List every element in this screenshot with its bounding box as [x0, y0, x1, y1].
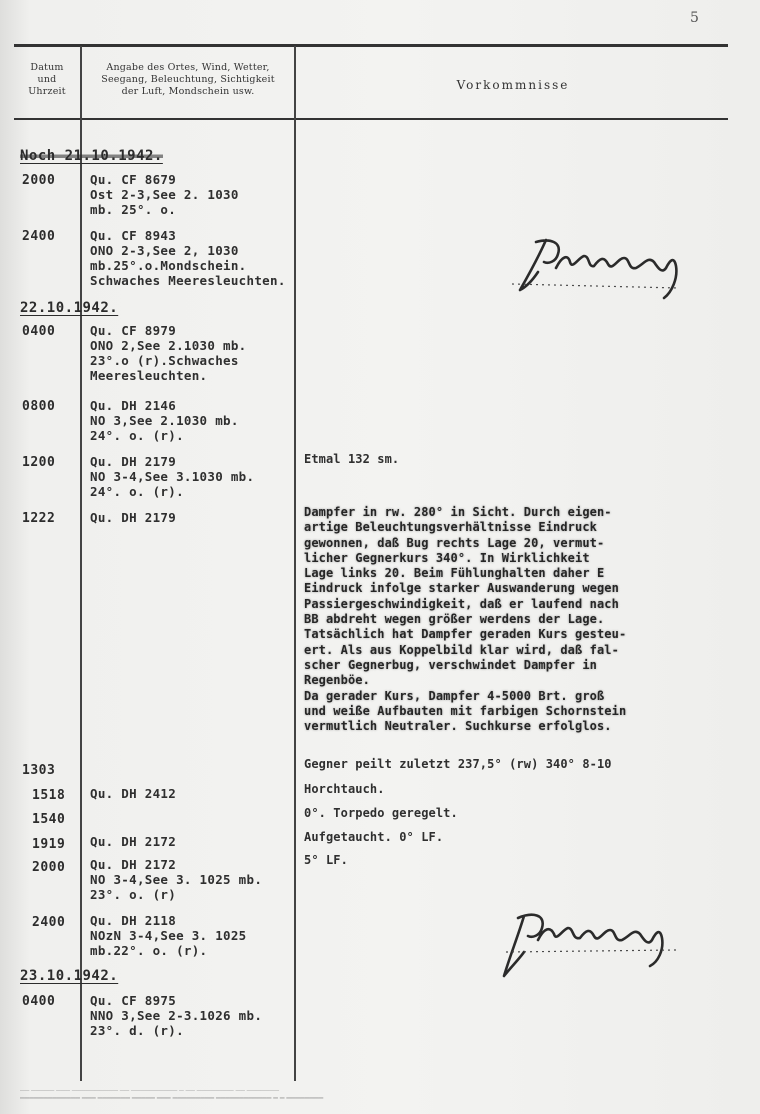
- place-line: 24°. o. (r).: [90, 428, 184, 443]
- place-line: Qu. CF 8679: [90, 172, 177, 187]
- header-place-line: der Luft, Mondschein usw.: [121, 86, 255, 97]
- event-line: Regenböe.: [304, 673, 370, 688]
- entry-time: 2400: [32, 915, 66, 930]
- place-line: Schwaches Meeresleuchten.: [90, 273, 286, 288]
- entry-time: 1919: [32, 837, 66, 852]
- place-line: NNO 3,See 2-3.1026 mb.: [90, 1008, 263, 1023]
- entry-place: [90, 228, 350, 288]
- entry-time: 1222: [22, 511, 56, 526]
- entry-time: 0800: [22, 399, 56, 414]
- entry-place: [90, 172, 300, 217]
- entry-time: 2000: [22, 173, 56, 188]
- header-place-line: Seegang, Beleuchtung, Sichtigkeit: [101, 74, 275, 85]
- entry-place: [90, 398, 300, 443]
- entry-time: 2400: [22, 229, 56, 244]
- footer-print: ▔▔ ▔▔▔▔▔ ▔▔▔ ▔▔▔▔▔▔▔▔▔▔ ▔▔ ▔▔▔▔▔▔▔▔▔▔ ▔ ▔▔ ▔▔▔▔▔▔▔▔ ▔▔ ▔▔▔▔▔▔▔ ▔▔▔▔▔▔▔▔▔▔▔▔▔ ▔▔▔ ▔▔▔▔▔▔▔ ▔▔▔▔▔ ▔▔▔ ▔▔▔▔▔▔▔▔▔ ▔▔▔▔▔▔▔▔▔▔▔▔ ▔ ▔ ▔▔▔▔▔▔▔▔: [20, 1090, 324, 1105]
- header-date-line: und: [37, 74, 57, 85]
- place-line: Qu. DH 2172: [90, 857, 177, 872]
- place-line: Qu. CF 8975: [90, 993, 177, 1008]
- place-line: Qu. DH 2179: [90, 510, 177, 525]
- entry-time: 0400: [22, 994, 56, 1009]
- place-line: Qu. DH 2118: [90, 913, 177, 928]
- entry-event: [304, 757, 744, 772]
- place-line: Qu. DH 2146: [90, 398, 177, 413]
- entry-event: [304, 830, 744, 845]
- entry-time: 1200: [22, 455, 56, 470]
- place-line: Qu. DH 2172: [90, 834, 177, 849]
- entry-place: [90, 913, 300, 958]
- place-line: NO 3-4,See 3.1030 mb.: [90, 469, 255, 484]
- header-events-column: Vorkommnisse: [456, 78, 570, 92]
- event-line: ert. Als aus Koppelbild klar wird, daß fal-: [304, 642, 619, 657]
- place-line: ONO 2,See 2.1030 mb.: [90, 338, 247, 353]
- header-date-line: Uhrzeit: [28, 86, 66, 97]
- entry-place: [90, 323, 300, 383]
- event-line: Dampfer in rw. 280° in Sicht. Durch eigen-: [304, 505, 612, 519]
- signature-1: [498, 228, 698, 308]
- place-line: Qu. DH 2179: [90, 454, 177, 469]
- event-line: scher Gegnerbug, verschwindet Dampfer in: [304, 657, 597, 672]
- event-line: Gegner peilt zuletzt 237,5° (rw) 340° 8-10: [304, 757, 612, 771]
- event-line: vermutlich Neutraler. Suchkurse erfolglos.: [304, 719, 612, 734]
- event-line: Lage links 20. Beim Fühlunghalten daher E: [304, 566, 605, 581]
- event-line: Aufgetaucht. 0° LF.: [304, 830, 444, 844]
- event-line: licher Gegnerkurs 340°. In Wirklichkeit: [304, 550, 590, 565]
- place-line: 24°. o. (r).: [90, 484, 184, 499]
- place-line: 23°.o (r).Schwaches: [90, 353, 239, 368]
- entry-place: [90, 834, 300, 849]
- header-rule: [14, 118, 728, 120]
- entry-place: [90, 510, 300, 525]
- event-line: Passiergeschwindigkeit, daß er laufend nach: [304, 596, 619, 611]
- place-line: Qu. CF 8979: [90, 323, 177, 338]
- entry-event: [304, 782, 744, 797]
- page-number: 5: [690, 10, 699, 26]
- place-line: NO 3,See 2.1030 mb.: [90, 413, 239, 428]
- entry-time: 2000: [32, 860, 66, 875]
- event-line: artige Beleuchtungsverhältnisse Eindruck: [304, 520, 597, 535]
- entry-time: 1540: [32, 812, 66, 827]
- entry-place: [90, 857, 300, 902]
- place-line: NOzN 3-4,See 3. 1025: [90, 928, 247, 943]
- event-line: Eindruck infolge starker Auswanderung wegen: [304, 581, 619, 596]
- section-date: 22.10.1942.: [20, 300, 119, 316]
- header-date-column: [14, 62, 80, 98]
- place-line: Meeresleuchten.: [90, 368, 208, 383]
- section-date: Noch 21.10.1942.: [20, 148, 163, 164]
- place-line: ONO 2-3,See 2, 1030: [90, 243, 239, 258]
- place-line: NO 3-4,See 3. 1025 mb.: [90, 872, 263, 887]
- header-date-line: Datum: [30, 62, 64, 73]
- place-line: Ost 2-3,See 2. 1030: [90, 187, 239, 202]
- entry-time: 1303: [22, 763, 56, 778]
- event-line: gewonnen, daß Bug rechts Lage 20, vermut-: [304, 535, 605, 550]
- entry-event: [304, 806, 744, 821]
- signature-2: [494, 900, 694, 984]
- event-line: und weiße Aufbauten mit farbigen Schornstein: [304, 703, 627, 718]
- entry-time: 0400: [22, 324, 56, 339]
- section-date: 23.10.1942.: [20, 968, 119, 984]
- place-line: mb.22°. o. (r).: [90, 943, 208, 958]
- place-line: Qu. DH 2412: [90, 786, 177, 801]
- event-line: Tatsächlich hat Dampfer geraden Kurs gesteu-: [304, 627, 627, 642]
- entry-event: [304, 452, 744, 467]
- entry-place: [90, 454, 300, 499]
- header-place-line: Angabe des Ortes, Wind, Wetter,: [106, 62, 270, 73]
- event-line: 5° LF.: [304, 853, 348, 867]
- event-line: Etmal 132 sm.: [304, 452, 400, 466]
- top-rule: [14, 44, 728, 47]
- entry-time: 1518: [32, 788, 66, 803]
- event-line: Da gerader Kurs, Dampfer 4-5000 Brt. groß: [304, 688, 605, 703]
- header-place-column: [84, 62, 292, 98]
- entry-event: [304, 505, 744, 734]
- place-line: Qu. CF 8943: [90, 228, 177, 243]
- event-line: Horchtauch.: [304, 782, 385, 796]
- place-line: 23°. d. (r).: [90, 1023, 184, 1038]
- place-line: mb.25°.o.Mondschein.: [90, 258, 247, 273]
- event-line: BB abdreht wegen größer werdens der Lage.: [304, 612, 605, 627]
- place-line: mb. 25°. o.: [90, 202, 177, 217]
- entry-place: [90, 993, 300, 1038]
- entry-place: [90, 786, 300, 801]
- event-line: 0°. Torpedo geregelt.: [304, 806, 458, 820]
- place-line: 23°. o. (r): [90, 887, 177, 902]
- entry-event: [304, 853, 744, 868]
